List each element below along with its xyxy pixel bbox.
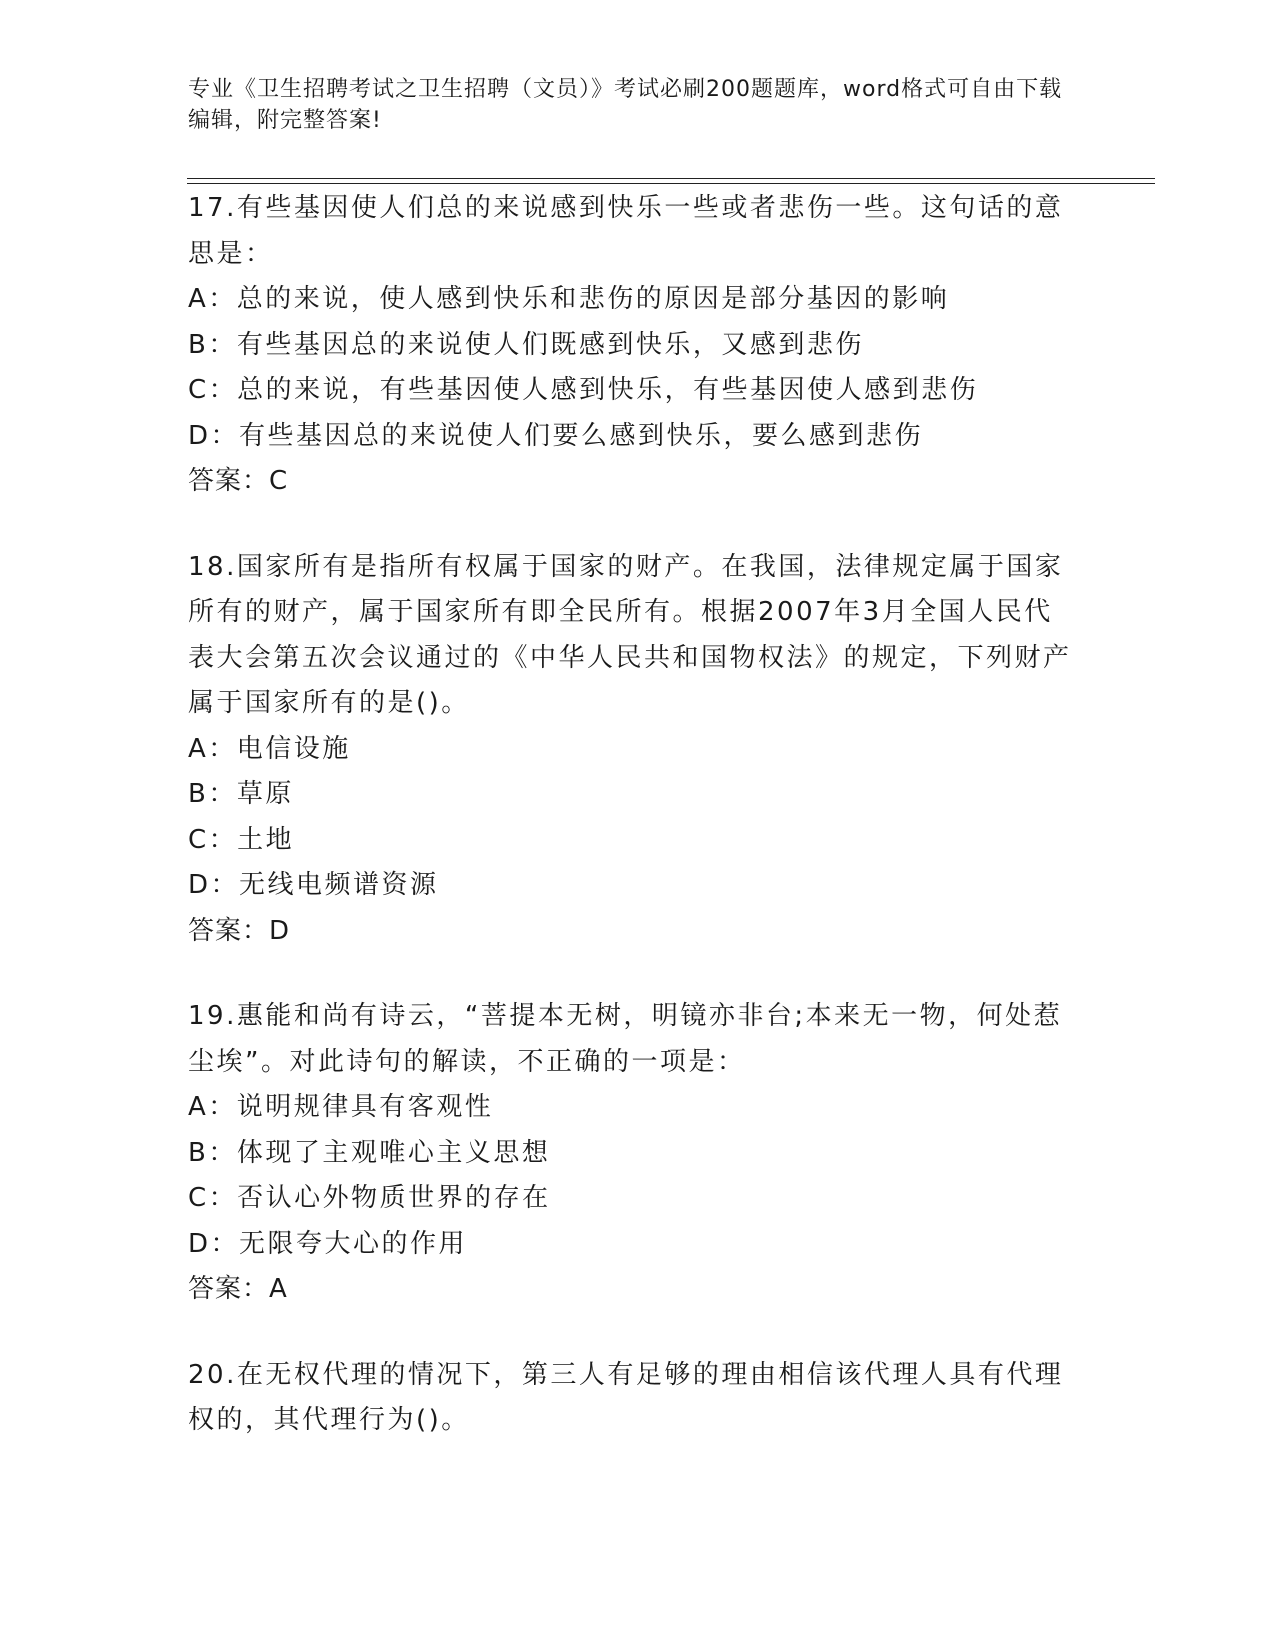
option-a: A：电信设施	[188, 733, 351, 764]
option-d: D：有些基因总的来说使人们要么感到快乐，要么感到悲伤	[188, 420, 924, 451]
option-b: B：有些基因总的来说使人们既感到快乐，又感到悲伤	[188, 329, 864, 360]
question-list	[188, 186, 1078, 1484]
option-d: D：无线电频谱资源	[188, 870, 439, 900]
question-stem: 17.有些基因使人们总的来说感到快乐一些或者悲伤一些。这句话的意思是：	[188, 193, 1064, 269]
option-a: A：说明规律具有客观性	[188, 1092, 494, 1122]
option-d: D：无限夸大心的作用	[188, 1228, 468, 1259]
answer: 答案：A	[188, 1274, 288, 1304]
question-20	[188, 1353, 1078, 1444]
answer: 答案：D	[188, 915, 291, 946]
option-a: A：总的来说，使人感到快乐和悲伤的原因是部分基因的影响	[188, 284, 950, 314]
question-19	[188, 994, 1078, 1313]
question-18	[188, 545, 1078, 955]
document-header: 专业《卫生招聘考试之卫生招聘（文员）》考试必刷200题题库，word格式可自由下载编辑，附完整答案!	[188, 77, 1063, 133]
option-c: C：否认心外物质世界的存在	[188, 1183, 551, 1213]
option-b: B：体现了主观唯心主义思想	[188, 1137, 551, 1168]
option-c: C：土地	[188, 824, 295, 855]
question-stem: 20.在无权代理的情况下，第三人有足够的理由相信该代理人具有代理权的，其代理行为()。	[188, 1359, 1064, 1435]
option-c: C：总的来说，有些基因使人感到快乐，有些基因使人感到悲伤	[188, 375, 979, 405]
question-17	[188, 186, 1078, 505]
answer: 答案：C	[188, 466, 289, 496]
header-divider	[187, 178, 1155, 184]
option-b: B：草原	[188, 779, 294, 809]
question-stem: 18.国家所有是指所有权属于国家的财产。在我国，法律规定属于国家所有的财产，属于国家所有即全民所有。根据2007年3月全国人民代表大会第五次会议通过的《中华人民共和国物权法》的规定，下列财产属于国家所有的是()。	[188, 551, 1072, 718]
question-stem: 19.惠能和尚有诗云，“菩提本无树，明镜亦非台;本来无一物，何处惹尘埃”。对此诗句的解读，不正确的一项是：	[188, 1001, 1063, 1077]
